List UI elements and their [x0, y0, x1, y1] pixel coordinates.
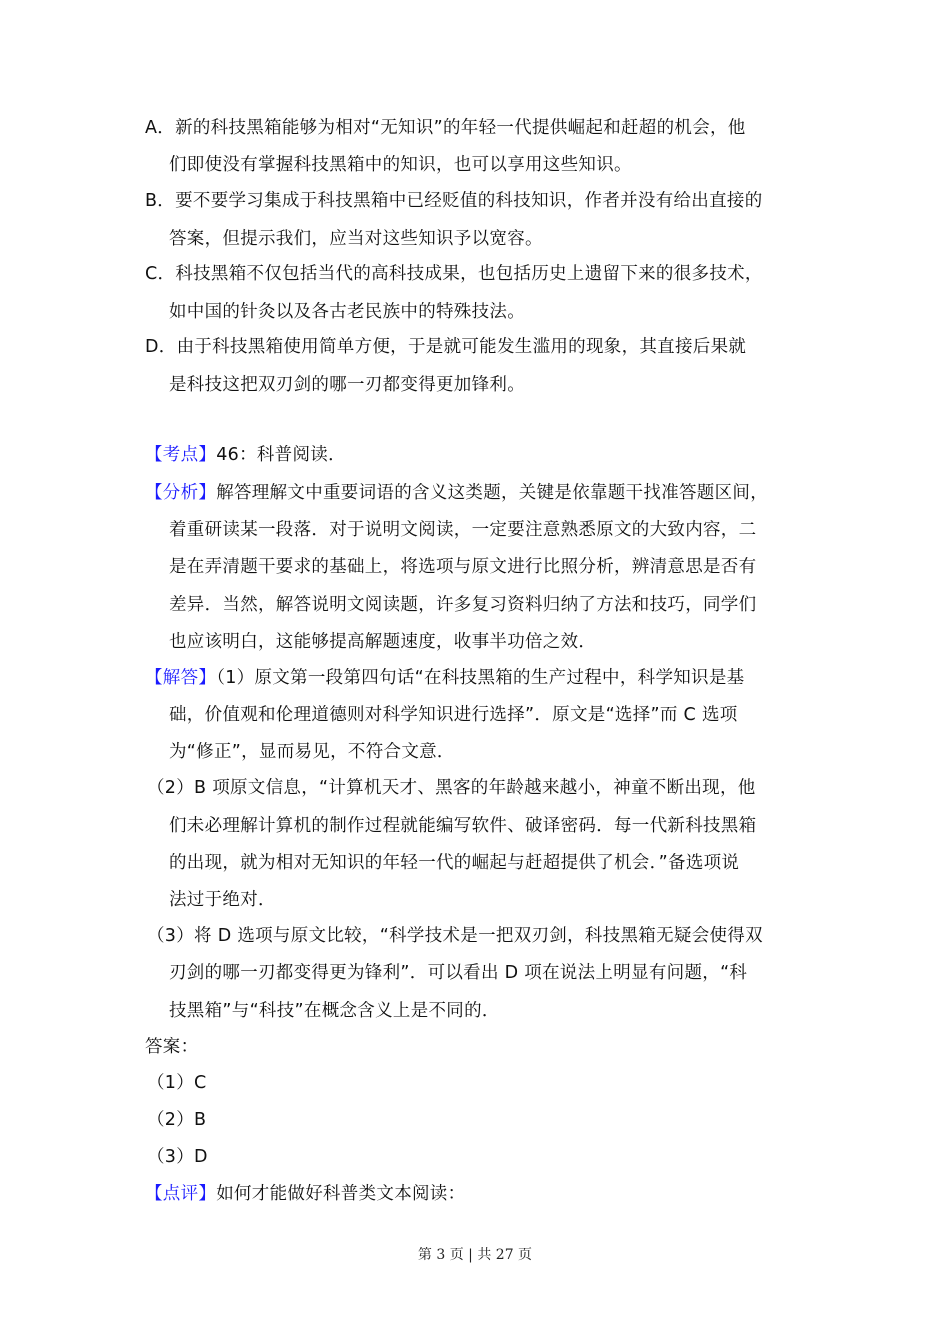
part2-line-3: 的出现，就为相对无知识的年轻一代的崛起与赶超提供了机会．”备选项说: [169, 853, 740, 873]
kaodian-section: [145, 443, 346, 467]
jieda-line-3: 为“修正”，显而易见，不符合文意．: [169, 742, 455, 762]
fenxi-line-4: 差异．当然，解答说明文阅读题，许多复习资料归纳了方法和技巧，同学们: [169, 595, 757, 615]
answer-label: 答案：: [145, 1037, 199, 1057]
fenxi-tag: 【分析】: [145, 483, 217, 503]
option-b-line-2: 答案，但提示我们，应当对这些知识予以宽容。: [169, 229, 543, 249]
option-b-line-1: B．要不要学习集成于科技黑箱中已经贬值的科技知识，作者并没有给出直接的: [145, 191, 763, 211]
jieda-tag: 【解答】: [145, 668, 217, 688]
part3-line-1: （3）将 D 选项与原文比较，“科学技术是一把双刃剑，科技黑箱无疑会使得双: [147, 926, 763, 946]
option-c-line-1: C．科技黑箱不仅包括当代的高科技成果，也包括历史上遗留下来的很多技术，: [145, 264, 763, 284]
part2-line-2: 们未必理解计算机的制作过程就能编写软件、破译密码．每一代新科技黑箱: [169, 816, 757, 836]
jieda-text: （1）原文第一段第四句话“在科技黑箱的生产过程中，科学知识是基: [216, 668, 745, 688]
option-a-line-1: A．新的科技黑箱能够为相对“无知识”的年轻一代提供崛起和赶超的机会，他: [145, 118, 746, 138]
dianping-tag: 【点评】: [145, 1184, 217, 1204]
fenxi-text: 解答理解文中重要词语的含义这类题，关键是依靠题干找准答题区间，: [216, 483, 769, 503]
jieda-line-2: 础，价值观和伦理道德则对科学知识进行选择”．原文是“选择”而 C 选项: [169, 705, 738, 725]
option-a-line-2: 们即使没有掌握科技黑箱中的知识，也可以享用这些知识。: [169, 155, 632, 175]
option-d-line-2: 是科技这把双刃剑的哪一刃都变得更加锋利。: [169, 375, 525, 395]
kaodian-text: 46：科普阅读．: [216, 445, 346, 465]
dianping-section: [145, 1182, 465, 1206]
part3-line-3: 技黑箱”与“科技”在概念含义上是不同的．: [169, 1001, 500, 1021]
part2-line-4: 法过于绝对．: [169, 890, 276, 910]
fenxi-line-3: 是在弄清题干要求的基础上，将选项与原文进行比照分析，辨清意思是否有: [169, 557, 757, 577]
option-c-line-2: 如中国的针灸以及各古老民族中的特殊技法。: [169, 302, 525, 322]
part2-line-1: （2）B 项原文信息，“计算机天才、黑客的年龄越来越小，神童不断出现，他: [147, 778, 756, 798]
answer-item-3: （3）D: [147, 1147, 208, 1167]
dianping-text: 如何才能做好科普类文本阅读：: [216, 1184, 466, 1204]
answer-item-1: （1）C: [147, 1073, 207, 1093]
option-d-line-1: D．由于科技黑箱使用简单方便，于是就可能发生滥用的现象，其直接后果就: [145, 337, 747, 357]
page-footer: 第 3 页 | 共 27 页: [417, 1247, 533, 1263]
fenxi-line-1: [145, 481, 768, 505]
kaodian-tag: 【考点】: [145, 445, 217, 465]
fenxi-line-2: 着重研读某一段落．对于说明文阅读，一定要注意熟悉原文的大致内容，二: [169, 520, 757, 540]
answer-item-2: （2）B: [147, 1110, 207, 1130]
part3-line-2: 刃剑的哪一刃都变得更为锋利”．可以看出 D 项在说法上明显有问题，“科: [169, 963, 748, 983]
jieda-line-1: [145, 666, 744, 690]
fenxi-line-5: 也应该明白，这能够提高解题速度，收事半功倍之效．: [169, 632, 597, 652]
